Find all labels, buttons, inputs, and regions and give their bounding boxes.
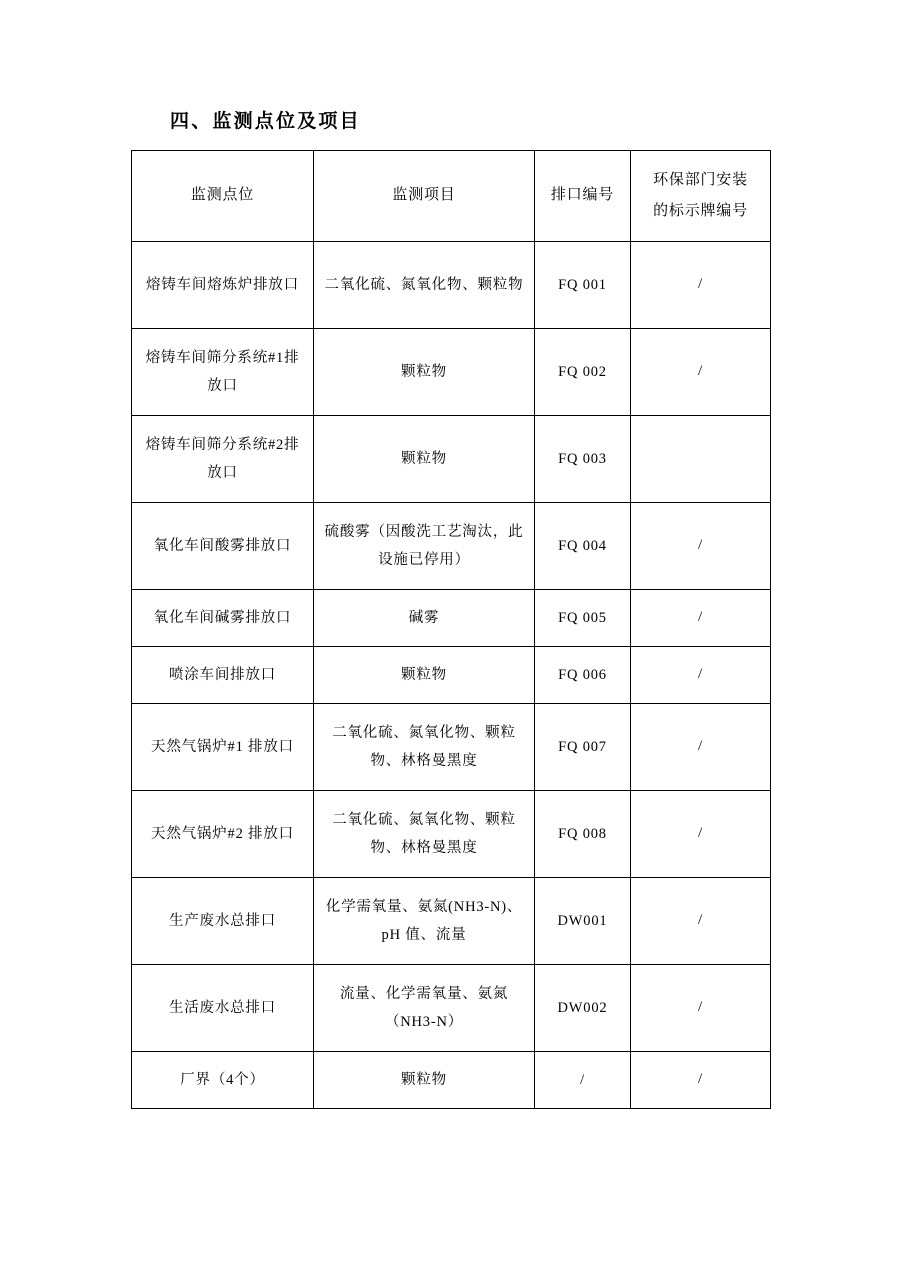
table-row	[132, 704, 771, 791]
cell-monitoring-point: 熔铸车间熔炼炉排放口	[132, 242, 314, 329]
cell-signboard-code: /	[631, 1052, 771, 1109]
cell-signboard-code: /	[631, 647, 771, 704]
column-header-monitoring-item: 监测项目	[314, 151, 535, 242]
cell-outlet-code: FQ 003	[535, 416, 631, 503]
table-row	[132, 242, 771, 329]
cell-signboard-code: /	[631, 878, 771, 965]
cell-monitoring-point: 氧化车间碱雾排放口	[132, 590, 314, 647]
cell-outlet-code: /	[535, 1052, 631, 1109]
signboard-header-line-2: 的标示牌编号	[653, 203, 748, 219]
cell-outlet-code: DW002	[535, 965, 631, 1052]
cell-monitoring-item: 颗粒物	[314, 1052, 535, 1109]
cell-outlet-code: FQ 007	[535, 704, 631, 791]
cell-monitoring-point: 天然气锅炉#1 排放口	[132, 704, 314, 791]
section-heading: 四、监测点位及项目	[170, 111, 361, 132]
cell-monitoring-point: 厂界（4个）	[132, 1052, 314, 1109]
column-header-outlet-code: 排口编号	[535, 151, 631, 242]
cell-monitoring-point: 熔铸车间筛分系统#2排放口	[132, 416, 314, 503]
cell-monitoring-item: 颗粒物	[314, 329, 535, 416]
cell-monitoring-point: 生产废水总排口	[132, 878, 314, 965]
signboard-header-line-1: 环保部门安装	[653, 172, 748, 189]
column-header-signboard-code	[631, 151, 771, 242]
cell-monitoring-item: 碱雾	[314, 590, 535, 647]
cell-monitoring-point: 生活废水总排口	[132, 965, 314, 1052]
cell-signboard-code: /	[631, 503, 771, 590]
cell-outlet-code: FQ 008	[535, 791, 631, 878]
cell-outlet-code: FQ 004	[535, 503, 631, 590]
cell-monitoring-item: 流量、化学需氧量、氨氮（NH3-N）	[314, 965, 535, 1052]
table-body	[132, 242, 771, 1109]
cell-signboard-code: /	[631, 329, 771, 416]
cell-monitoring-item: 颗粒物	[314, 647, 535, 704]
cell-signboard-code: /	[631, 242, 771, 329]
cell-monitoring-item: 化学需氧量、氨氮(NH3-N)、pH 值、流量	[314, 878, 535, 965]
monitoring-points-table	[131, 150, 771, 1109]
cell-outlet-code: DW001	[535, 878, 631, 965]
cell-signboard-code: /	[631, 704, 771, 791]
table-header-row	[132, 151, 771, 242]
monitoring-table-container	[131, 150, 770, 1109]
cell-outlet-code: FQ 006	[535, 647, 631, 704]
cell-signboard-code: /	[631, 791, 771, 878]
cell-monitoring-item: 二氧化硫、氮氧化物、颗粒物	[314, 242, 535, 329]
cell-monitoring-point: 熔铸车间筛分系统#1排放口	[132, 329, 314, 416]
table-row	[132, 965, 771, 1052]
table-row	[132, 791, 771, 878]
table-row	[132, 503, 771, 590]
table-row	[132, 416, 771, 503]
cell-monitoring-item: 硫酸雾（因酸洗工艺淘汰，此设施已停用）	[314, 503, 535, 590]
cell-outlet-code: FQ 002	[535, 329, 631, 416]
cell-monitoring-item: 颗粒物	[314, 416, 535, 503]
table-header	[132, 151, 771, 242]
cell-monitoring-item: 二氧化硫、氮氧化物、颗粒物、林格曼黑度	[314, 704, 535, 791]
cell-monitoring-item: 二氧化硫、氮氧化物、颗粒物、林格曼黑度	[314, 791, 535, 878]
cell-signboard-code: /	[631, 590, 771, 647]
cell-signboard-code: /	[631, 965, 771, 1052]
cell-outlet-code: FQ 001	[535, 242, 631, 329]
table-row	[132, 1052, 771, 1109]
table-row	[132, 329, 771, 416]
cell-monitoring-point: 喷涂车间排放口	[132, 647, 314, 704]
table-row	[132, 590, 771, 647]
table-row	[132, 878, 771, 965]
cell-monitoring-point: 天然气锅炉#2 排放口	[132, 791, 314, 878]
column-header-monitoring-point: 监测点位	[132, 151, 314, 242]
cell-monitoring-point: 氧化车间酸雾排放口	[132, 503, 314, 590]
cell-signboard-code	[631, 416, 771, 503]
table-row	[132, 647, 771, 704]
cell-outlet-code: FQ 005	[535, 590, 631, 647]
